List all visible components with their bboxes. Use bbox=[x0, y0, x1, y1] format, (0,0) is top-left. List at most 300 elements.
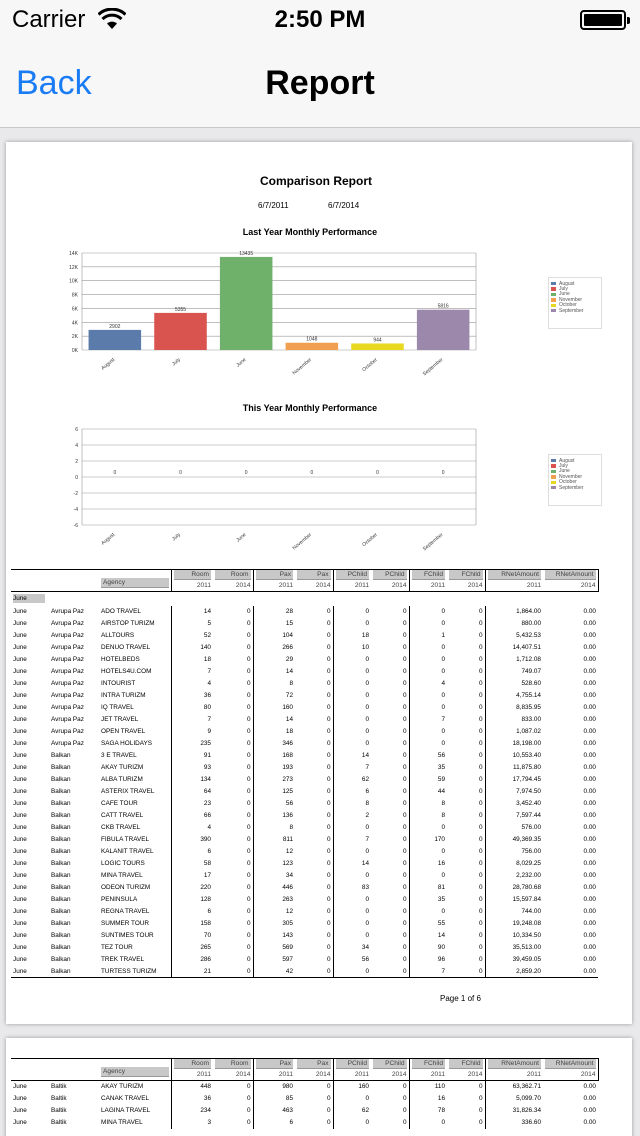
table-cell: 14 bbox=[285, 716, 293, 723]
table-cell: 18,198.00 bbox=[512, 740, 541, 747]
table-cell: 0 bbox=[441, 704, 445, 711]
table-cell: 0 bbox=[295, 618, 333, 630]
column-header-year: 2011 bbox=[278, 582, 293, 589]
table-cell: 0 bbox=[295, 870, 333, 882]
column-header-year: 2011 bbox=[196, 582, 211, 589]
table-cell: 62 bbox=[361, 776, 369, 783]
column-header-year: 2011 bbox=[354, 582, 369, 589]
table-cell: 0 bbox=[295, 858, 333, 870]
table-row bbox=[11, 1117, 598, 1129]
table-cell: 263 bbox=[282, 896, 293, 903]
chart1-data-label: 1048 bbox=[306, 336, 318, 343]
table-cell: 63,362.71 bbox=[512, 1083, 541, 1091]
table-cell: 0 bbox=[295, 690, 333, 702]
table-cell: 16 bbox=[437, 1095, 445, 1102]
table-row bbox=[11, 846, 598, 858]
table-cell: 0 bbox=[447, 942, 485, 954]
legend-swatch bbox=[551, 464, 556, 468]
header-blank bbox=[49, 570, 99, 592]
table-cell: 0 bbox=[213, 798, 253, 810]
column-header-year: 2014 bbox=[235, 582, 251, 589]
chart1-bar bbox=[286, 343, 339, 350]
chart2-ytick: 0 bbox=[75, 475, 78, 481]
table-header-row bbox=[11, 570, 598, 592]
header-blank bbox=[11, 1059, 49, 1081]
column-header-year: 2011 bbox=[526, 582, 541, 589]
table-cell: 0 bbox=[213, 918, 253, 930]
table-cell: 0 bbox=[447, 810, 485, 822]
table-cell: Balkan bbox=[51, 764, 71, 771]
table-cell: 0.00 bbox=[583, 632, 596, 639]
table-cell: 0 bbox=[447, 630, 485, 642]
table-cell: 0 bbox=[447, 966, 485, 978]
page-number: Page 1 of 6 bbox=[440, 994, 481, 1003]
chart1-data-label: 5355 bbox=[174, 306, 187, 313]
table-cell: 8 bbox=[289, 680, 293, 687]
chart1-ytick: 14K bbox=[69, 251, 78, 257]
group-cell bbox=[11, 592, 598, 606]
column-header bbox=[543, 1059, 598, 1081]
table-cell: 143 bbox=[282, 932, 293, 939]
table-cell: INTOURIST bbox=[99, 678, 171, 690]
header-blank bbox=[49, 1059, 99, 1081]
table-row bbox=[11, 894, 598, 906]
column-header-year: 2014 bbox=[391, 582, 407, 589]
table-cell: 14 bbox=[203, 608, 211, 615]
table-cell: 2 bbox=[365, 812, 369, 819]
table-cell: 744.00 bbox=[521, 908, 541, 915]
table-cell: 273 bbox=[282, 776, 293, 783]
table-cell: 1,864.00 bbox=[516, 608, 541, 615]
table-cell: 8,835.95 bbox=[516, 704, 541, 711]
table-cell: 0 bbox=[371, 726, 409, 738]
table-row bbox=[11, 774, 598, 786]
table-cell: CANAK TRAVEL bbox=[99, 1093, 171, 1105]
table-cell: 0 bbox=[213, 750, 253, 762]
table-cell: Balkan bbox=[51, 896, 71, 903]
table-cell: June bbox=[13, 944, 27, 951]
table-cell: 0 bbox=[295, 702, 333, 714]
chart2-xtick: September bbox=[421, 531, 445, 553]
table-cell: 14 bbox=[285, 668, 293, 675]
table-cell: Avrupa Paz bbox=[51, 644, 84, 651]
chart2-ytick: -2 bbox=[73, 491, 78, 497]
table-cell: 110 bbox=[434, 1083, 445, 1091]
column-header-agency: Agency bbox=[101, 578, 169, 588]
back-button[interactable]: Back bbox=[16, 64, 92, 102]
table-row bbox=[11, 618, 598, 630]
table-cell: 104 bbox=[282, 632, 293, 639]
table-cell: 0 bbox=[371, 678, 409, 690]
table-cell: 19,248.08 bbox=[512, 920, 541, 927]
table-cell: 10 bbox=[361, 644, 369, 651]
table-cell: June bbox=[13, 967, 27, 975]
chart1-data-label: 13435 bbox=[239, 250, 254, 257]
table-cell: 34 bbox=[285, 872, 293, 879]
table-cell: 0 bbox=[295, 942, 333, 954]
table-row bbox=[11, 654, 598, 666]
table-cell: 0 bbox=[295, 918, 333, 930]
table-cell: June bbox=[13, 824, 27, 831]
table-cell: 0.00 bbox=[583, 872, 596, 879]
table-row bbox=[11, 762, 598, 774]
chart1-bar bbox=[220, 257, 273, 350]
table-cell: 0 bbox=[447, 1081, 485, 1093]
table-cell: 528.60 bbox=[521, 680, 541, 687]
table-cell: 36 bbox=[203, 692, 211, 699]
table-cell: 0 bbox=[213, 810, 253, 822]
table-cell: 0 bbox=[213, 1093, 253, 1105]
table-cell: 0 bbox=[213, 882, 253, 894]
column-header-title: Room bbox=[174, 570, 212, 580]
table-cell: 23 bbox=[203, 800, 211, 807]
table-cell: 0 bbox=[447, 930, 485, 942]
table-cell: 0 bbox=[371, 1117, 409, 1129]
header-blank bbox=[11, 570, 49, 592]
legend-label: September bbox=[559, 484, 584, 491]
report-date-to: 6/7/2014 bbox=[328, 201, 360, 210]
table-cell: 7 bbox=[365, 764, 369, 771]
table-cell: June bbox=[13, 836, 27, 843]
table-cell: HOTELBEDS bbox=[99, 654, 171, 666]
table-cell: 193 bbox=[282, 764, 293, 771]
page-title: Report bbox=[265, 64, 375, 102]
table-cell: 52 bbox=[203, 632, 211, 639]
table-cell: 0 bbox=[213, 942, 253, 954]
chart2-xtick: June bbox=[235, 531, 248, 544]
table-cell: 0 bbox=[213, 678, 253, 690]
table-cell: 12 bbox=[285, 848, 293, 855]
table-cell: PENINSULA bbox=[99, 894, 171, 906]
table-cell: 0.00 bbox=[583, 800, 596, 807]
table-cell: Balkan bbox=[51, 848, 71, 855]
table-cell: June bbox=[13, 752, 27, 759]
table-cell: 18 bbox=[203, 656, 211, 663]
legend-label: September bbox=[559, 307, 584, 314]
table-cell: 0 bbox=[213, 630, 253, 642]
table-cell: 0.00 bbox=[583, 967, 596, 975]
table-cell: LOGIC TOURS bbox=[99, 858, 171, 870]
table-row bbox=[11, 786, 598, 798]
table-row bbox=[11, 678, 598, 690]
table-cell: Balkan bbox=[51, 752, 71, 759]
table-cell: 0 bbox=[371, 1081, 409, 1093]
table-cell: 0 bbox=[295, 846, 333, 858]
table-cell: 0 bbox=[371, 882, 409, 894]
table-row bbox=[11, 882, 598, 894]
table-row bbox=[11, 834, 598, 846]
table-cell: 0 bbox=[365, 728, 369, 735]
table-cell: 96 bbox=[437, 956, 445, 963]
chart2-legend bbox=[548, 454, 602, 506]
table-cell: Avrupa Paz bbox=[51, 728, 84, 735]
table-cell: KALANIT TRAVEL bbox=[99, 846, 171, 858]
table-cell: AKAY TURIZM bbox=[99, 1081, 171, 1093]
table-cell: 4 bbox=[207, 680, 211, 687]
column-header-year: 2014 bbox=[580, 582, 596, 589]
table-cell: Avrupa Paz bbox=[51, 668, 84, 675]
table-cell: 56 bbox=[361, 956, 369, 963]
table-cell: 7 bbox=[441, 967, 445, 975]
table-cell: 756.00 bbox=[521, 848, 541, 855]
column-header bbox=[213, 1059, 253, 1081]
table-cell: IQ TRAVEL bbox=[99, 702, 171, 714]
table-cell: 0 bbox=[213, 894, 253, 906]
table-cell: 4 bbox=[441, 680, 445, 687]
table-row bbox=[11, 690, 598, 702]
table-cell: 136 bbox=[282, 812, 293, 819]
table-cell: 0 bbox=[295, 810, 333, 822]
table-cell: 265 bbox=[200, 944, 211, 951]
column-header-year: 2014 bbox=[315, 582, 331, 589]
table-cell: 14,407.51 bbox=[512, 644, 541, 651]
table-cell: 463 bbox=[282, 1107, 293, 1114]
table-cell: 0 bbox=[371, 642, 409, 654]
table-cell: 0 bbox=[447, 1117, 485, 1129]
legend-swatch bbox=[551, 459, 556, 463]
column-header bbox=[99, 570, 171, 592]
table-cell: Baltik bbox=[51, 1095, 67, 1102]
table-cell: 93 bbox=[203, 764, 211, 771]
table-cell: 446 bbox=[282, 884, 293, 891]
column-header-title: FChild bbox=[449, 1059, 483, 1069]
table-cell: 6 bbox=[289, 1119, 293, 1126]
table-cell: 0 bbox=[447, 918, 485, 930]
column-header-year: 2014 bbox=[467, 1071, 483, 1078]
table-row bbox=[11, 858, 598, 870]
table-cell: 10,553.40 bbox=[512, 752, 541, 759]
pdf-viewer[interactable] bbox=[0, 128, 640, 1136]
table-cell: 0 bbox=[371, 894, 409, 906]
table-cell: 0 bbox=[371, 918, 409, 930]
table-cell: June bbox=[13, 776, 27, 783]
column-header-title: PChild bbox=[373, 570, 407, 580]
table-cell: FIBULA TRAVEL bbox=[99, 834, 171, 846]
table-row bbox=[11, 930, 598, 942]
table-cell: 448 bbox=[200, 1083, 211, 1091]
table-header-row bbox=[11, 1059, 598, 1081]
table-cell: 0.00 bbox=[583, 1083, 596, 1091]
table-cell: 0 bbox=[213, 666, 253, 678]
table-cell: Baltik bbox=[51, 1107, 67, 1114]
table-cell: 0 bbox=[213, 906, 253, 918]
table-cell: ADO TRAVEL bbox=[99, 606, 171, 618]
column-header bbox=[447, 570, 485, 592]
table-cell: 0.00 bbox=[583, 836, 596, 843]
table-cell: 0 bbox=[213, 702, 253, 714]
table-row bbox=[11, 942, 598, 954]
table-cell: 6 bbox=[207, 848, 211, 855]
navigation-bar bbox=[0, 40, 640, 128]
column-header-agency: Agency bbox=[101, 1067, 169, 1077]
table-cell: 0 bbox=[295, 678, 333, 690]
table-cell: 0 bbox=[447, 750, 485, 762]
table-cell: 0 bbox=[371, 774, 409, 786]
column-header-title: PChild bbox=[373, 1059, 407, 1069]
table-cell: Baltik bbox=[51, 1083, 67, 1091]
table-cell: CAFE TOUR bbox=[99, 798, 171, 810]
table-cell: June bbox=[13, 740, 27, 747]
legend-label: November bbox=[559, 473, 583, 480]
table-cell: 0 bbox=[213, 846, 253, 858]
table-cell: 0 bbox=[365, 932, 369, 939]
table-cell: 0 bbox=[441, 692, 445, 699]
chart1-ytick: 2K bbox=[71, 334, 78, 341]
table-cell: SAGA HOLIDAYS bbox=[99, 738, 171, 750]
column-header-title: Pax bbox=[297, 1059, 331, 1069]
table-cell: 0 bbox=[441, 872, 445, 879]
table-cell: 8,029.25 bbox=[516, 860, 541, 867]
table-cell: 0.00 bbox=[583, 692, 596, 699]
chart2-data-label: 0 bbox=[179, 470, 182, 476]
table-cell: 0 bbox=[371, 750, 409, 762]
legend-label: June bbox=[559, 291, 570, 298]
table-cell: 0 bbox=[213, 822, 253, 834]
table-cell: June bbox=[13, 1119, 27, 1126]
table-cell: 0 bbox=[295, 738, 333, 750]
table-cell: 576.00 bbox=[521, 824, 541, 831]
chart1-xtick: November bbox=[291, 356, 314, 377]
table-cell: 0 bbox=[447, 858, 485, 870]
chart2-xtick: August bbox=[100, 531, 117, 547]
table-row bbox=[11, 822, 598, 834]
table-cell: 0 bbox=[295, 654, 333, 666]
table-cell: 0 bbox=[295, 630, 333, 642]
column-header bbox=[543, 570, 598, 592]
chart2-data-label: 0 bbox=[441, 470, 445, 476]
legend-label: July bbox=[559, 463, 568, 470]
chart2-data-label: 0 bbox=[310, 470, 314, 476]
table-row bbox=[11, 1105, 598, 1117]
table-cell: 0 bbox=[295, 954, 333, 966]
table-cell: 0 bbox=[365, 668, 369, 675]
table-cell: Avrupa Paz bbox=[51, 692, 84, 699]
table-cell: 0 bbox=[295, 882, 333, 894]
table-cell: Balkan bbox=[51, 800, 71, 807]
chart2-ytick: -6 bbox=[73, 523, 78, 529]
table-cell: 17,794.45 bbox=[512, 776, 541, 783]
table-cell: Balkan bbox=[51, 836, 71, 843]
table-cell: 0 bbox=[447, 798, 485, 810]
table-cell: Balkan bbox=[51, 908, 71, 915]
table-cell: 42 bbox=[285, 967, 293, 975]
table-cell: SUNTIMES TOUR bbox=[99, 930, 171, 942]
table-cell: 0 bbox=[447, 666, 485, 678]
table-cell: 0.00 bbox=[583, 860, 596, 867]
carrier-label: Carrier bbox=[12, 6, 86, 33]
table-cell: LAGINA TRAVEL bbox=[99, 1105, 171, 1117]
table-cell: DENUO TRAVEL bbox=[99, 642, 171, 654]
table-cell: 6 bbox=[365, 788, 369, 795]
table-cell: 0 bbox=[371, 714, 409, 726]
table-cell: 6 bbox=[207, 908, 211, 915]
table-cell: 0.00 bbox=[583, 740, 596, 747]
table-cell: AIRSTOP TURIZM bbox=[99, 618, 171, 630]
table-cell: 56 bbox=[437, 752, 445, 759]
chart1-data-label: 944 bbox=[373, 337, 382, 344]
table-cell: 0 bbox=[447, 726, 485, 738]
table-cell: 0 bbox=[371, 942, 409, 954]
column-header-year: 2011 bbox=[354, 1071, 369, 1078]
legend-label: October bbox=[559, 479, 577, 486]
table-cell: 0 bbox=[365, 656, 369, 663]
legend-swatch bbox=[551, 475, 556, 479]
table-cell: 0 bbox=[371, 606, 409, 618]
column-header-title: RNetAmount bbox=[545, 1059, 596, 1069]
chart1-ytick: 4K bbox=[71, 320, 78, 327]
table-row bbox=[11, 966, 598, 978]
table-row bbox=[11, 870, 598, 882]
table-cell: 80 bbox=[203, 704, 211, 711]
table-cell: 0 bbox=[213, 1105, 253, 1117]
column-header-year: 2011 bbox=[278, 1071, 293, 1078]
table-row bbox=[11, 810, 598, 822]
table-cell: 0 bbox=[295, 1093, 333, 1105]
table-cell: June bbox=[13, 800, 27, 807]
table-cell: June bbox=[13, 644, 27, 651]
column-header bbox=[253, 1059, 295, 1081]
table-cell: 134 bbox=[200, 776, 211, 783]
table-cell: 833.00 bbox=[521, 716, 541, 723]
table-cell: 10,334.50 bbox=[512, 932, 541, 939]
table-cell: ODEON TURIZM bbox=[99, 882, 171, 894]
table-cell: Balkan bbox=[51, 967, 71, 975]
table-cell: 0 bbox=[447, 618, 485, 630]
table-cell: 0 bbox=[213, 870, 253, 882]
table-cell: 0.00 bbox=[583, 1107, 596, 1114]
table-cell: 234 bbox=[200, 1107, 211, 1114]
chart2-ytick: 6 bbox=[75, 427, 78, 433]
table-cell: 160 bbox=[282, 704, 293, 711]
column-header bbox=[409, 570, 447, 592]
legend-swatch bbox=[551, 287, 556, 291]
table-cell: 55 bbox=[437, 920, 445, 927]
table-row bbox=[11, 630, 598, 642]
chart1-bar bbox=[89, 330, 142, 350]
chart2-ytick: -4 bbox=[73, 507, 78, 513]
table-cell: Balkan bbox=[51, 920, 71, 927]
table-cell: 0 bbox=[365, 608, 369, 615]
table-cell: 0 bbox=[295, 930, 333, 942]
legend-label: November bbox=[559, 296, 583, 303]
table-cell: 0 bbox=[213, 714, 253, 726]
column-header-year: 2014 bbox=[235, 1071, 251, 1078]
column-header-title: Room bbox=[174, 1059, 212, 1069]
table-cell: 0 bbox=[447, 846, 485, 858]
table-cell: June bbox=[13, 812, 27, 819]
column-header-year: 2011 bbox=[526, 1071, 541, 1078]
table-cell: 1 bbox=[441, 632, 445, 639]
table-row bbox=[11, 738, 598, 750]
table-cell: 0 bbox=[213, 1117, 253, 1129]
table-cell: 0 bbox=[365, 967, 369, 975]
chart1-xtick: October bbox=[361, 356, 379, 373]
table-cell: 0 bbox=[295, 1081, 333, 1093]
table-cell: TREK TRAVEL bbox=[99, 954, 171, 966]
table-cell: Balkan bbox=[51, 884, 71, 891]
column-header bbox=[371, 570, 409, 592]
column-header-title: PChild bbox=[336, 1059, 370, 1069]
table-cell: 0.00 bbox=[583, 848, 596, 855]
column-header-title: RNetAmount bbox=[488, 570, 542, 580]
table-cell: 90 bbox=[437, 944, 445, 951]
table-cell: 44 bbox=[437, 788, 445, 795]
table-cell: Balkan bbox=[51, 932, 71, 939]
table-cell: 4,755.14 bbox=[516, 692, 541, 699]
table-cell: 0 bbox=[365, 920, 369, 927]
table-cell: 0 bbox=[447, 894, 485, 906]
table-cell: CKB TRAVEL bbox=[99, 822, 171, 834]
